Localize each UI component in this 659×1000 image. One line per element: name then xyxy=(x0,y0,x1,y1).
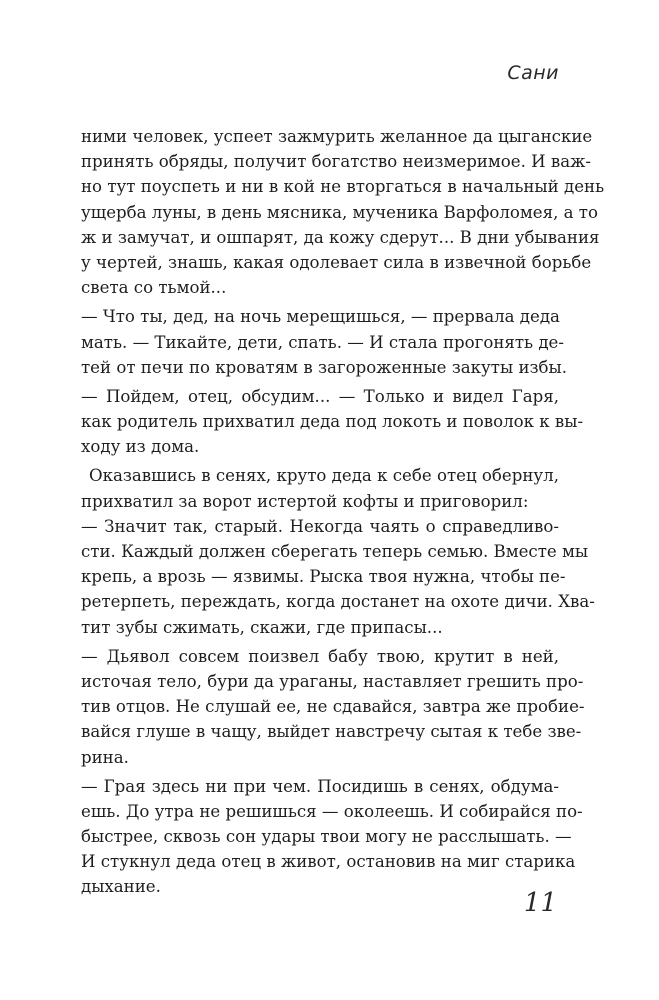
text-line: ретерпеть, переждать, когда достанет на охоте дичи. Хва- xyxy=(81,592,595,612)
text-line: тит зубы сжимать, скажи, где припасы... xyxy=(81,617,443,637)
text-line: вайся глуше в чащу, выйдет навстречу сытая к тебе зве- xyxy=(81,722,582,742)
text-line: И стукнул деда отец в живот, остановив на миг старика xyxy=(81,852,576,872)
text-line: быстрее, сквозь сон удары твои могу не расслышать. — xyxy=(81,827,572,847)
text-line: крепь, а врозь — язвимы. Рыска твоя нужна, чтобы пе- xyxy=(81,567,566,587)
text-line: ходу из дома. xyxy=(81,437,200,457)
text-line: источая тело, бури да ураганы, наставляет грешить про- xyxy=(81,671,584,691)
body-text xyxy=(81,124,605,900)
running-head: Сани xyxy=(507,62,559,84)
text-line: тей от печи по кроватям в загороженные закуты избы. xyxy=(81,357,568,377)
text-line: ущерба луны, в день мясника, мученика Варфоломея, а то xyxy=(81,202,598,222)
text-line: — Дьявол совсем поизвел бабу твою, крутит в ней, xyxy=(81,646,559,666)
text-line: ними человек, успеет зажмурить желанное да цыганские xyxy=(81,127,593,146)
text-line: принять обряды, получит богатство неизмеримое. И важ- xyxy=(81,152,591,172)
text-line: прихватил за ворот истертой кофты и приговорил: xyxy=(81,491,529,511)
text-line: у чертей, знашь, какая одолевает сила в извечной борьбе xyxy=(81,252,592,272)
text-line: ж и замучат, и ошпарят, да кожу сдерут... В дни убывания xyxy=(81,227,600,247)
text-line: сти. Каждый должен сберегать теперь семью. Вместе мы xyxy=(81,542,589,561)
text-line: тив отцов. Не слушай ее, не сдавайся, завтра же пробие- xyxy=(81,697,585,717)
text-line: рина. xyxy=(81,747,129,767)
text-line: мать. — Тикайте, дети, спать. — И стала прогонять де- xyxy=(81,332,564,352)
text-line: — Значит так, старый. Некогда чаять о справедливо- xyxy=(81,516,559,536)
text-line: дыхание. xyxy=(81,877,161,897)
text-line: — Грая здесь ни при чем. Посидишь в сенях, обдума- xyxy=(81,776,559,796)
text-line: как родитель прихватил деда под локоть и поволок к вы- xyxy=(81,412,584,432)
text-line: но тут поуспеть и ни в кой не вторгаться в начальный день xyxy=(81,177,605,197)
page-number: 11 xyxy=(523,888,557,918)
text-line: — Пойдем, отец, обсудим... — Только и видел Гаря, xyxy=(81,386,559,406)
text-line: света со тьмой... xyxy=(81,278,227,298)
text-line: Оказавшись в сенях, круто деда к себе отец обернул, xyxy=(89,466,559,486)
text-line: ешь. До утра не решишься — околеешь. И собирайся по- xyxy=(81,801,583,821)
text-line: — Что ты, дед, на ночь мерещишься, — прервала деда xyxy=(81,307,560,327)
